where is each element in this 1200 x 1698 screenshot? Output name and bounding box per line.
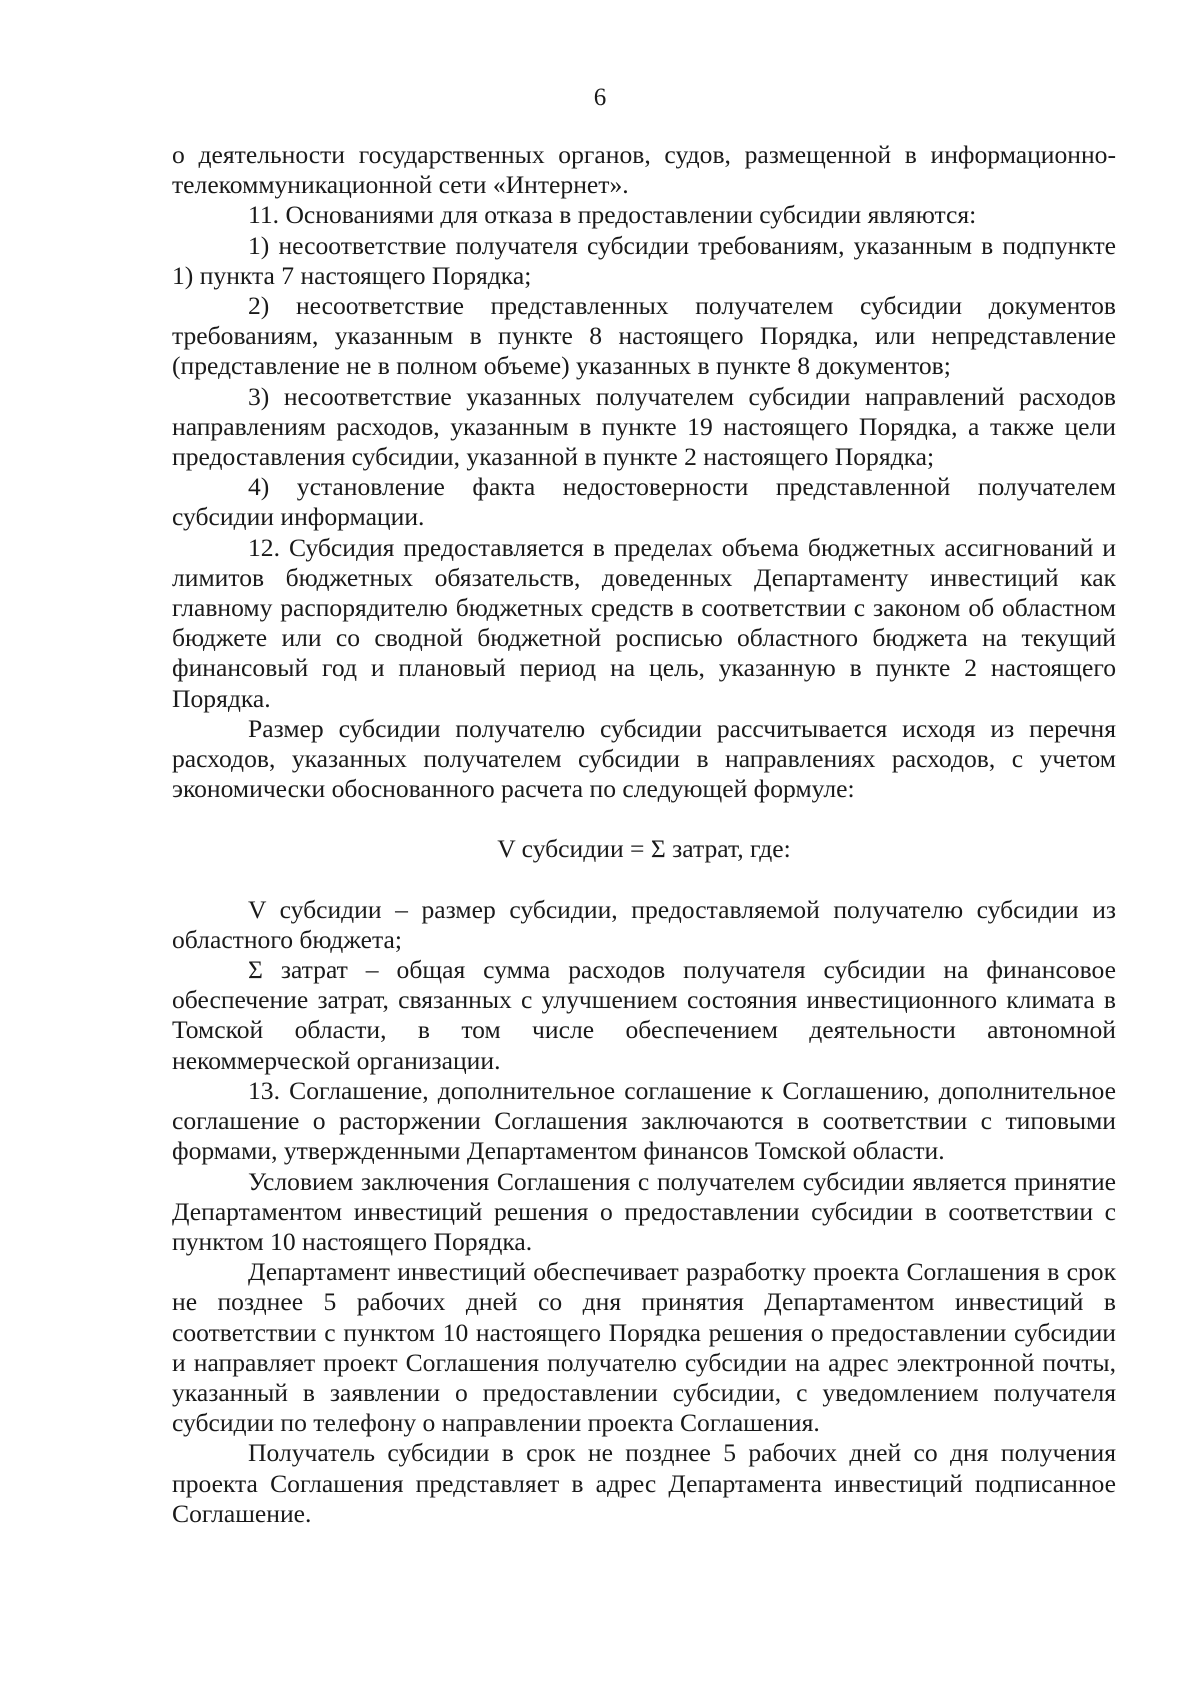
paragraph: Департамент инвестиций обеспечивает разработку проекта Соглашения в срок не позднее 5 рабочих дней со дня принятия Департаментом инвестиций в соответствии с пунктом 10 настоящего Порядка решения о предоставлении субсидии и направляет проект Соглашения получателю субсидии на адрес электронной почты, указанный в заявлении о предоставлении субсидии, с уведомлением получателя субсидии по телефону о направлении проекта Соглашения. <box>172 1257 1116 1438</box>
paragraph: о деятельности государственных органов, судов, размещенной в информационно-телекоммуникационной сети «Интернет». <box>172 140 1116 200</box>
paragraph: 12. Субсидия предоставляется в пределах объема бюджетных ассигнований и лимитов бюджетных обязательств, доведенных Департаменту инвестиций как главному распорядителю бюджетных средств в соответствии с законом об областном бюджете или со сводной бюджетной росписью областного бюджета на текущий финансовый год и плановый период на цель, указанную в пункте 2 настоящего Порядка. <box>172 532 1116 713</box>
document-body <box>172 140 1116 1529</box>
paragraph: Σ затрат – общая сумма расходов получателя субсидии на финансовое обеспечение затрат, связанных с улучшением состояния инвестиционного климата в Томской области, в том числе обеспечением деятельности автономной некоммерческой организации. <box>172 955 1116 1075</box>
paragraph: 3) несоответствие указанных получателем субсидии направлений расходов направлениям расходов, указанным в пункте 19 настоящего Порядка, а также цели предоставления субсидии, указанной в пункте 2 настоящего Порядка; <box>172 381 1116 472</box>
paragraph: 11. Основаниями для отказа в предоставлении субсидии являются: <box>248 200 977 230</box>
paragraph: 1) несоответствие получателя субсидии требованиям, указанным в подпункте 1) пункта 7 настоящего Порядка; <box>172 230 1116 290</box>
paragraph: Получатель субсидии в срок не позднее 5 рабочих дней со дня получения проекта Соглашения представляет в адрес Департамента инвестиций подписанное Соглашение. <box>172 1438 1116 1528</box>
formula: V субсидии = Σ затрат, где: <box>497 834 791 864</box>
paragraph: V субсидии – размер субсидии, предоставляемой получателю субсидии из областного бюджета; <box>172 894 1116 954</box>
paragraph: Условием заключения Соглашения с получателем субсидии является принятие Департаментом инвестиций решения о предоставлении субсидии в соответствии с пунктом 10 настоящего Порядка. <box>172 1166 1116 1256</box>
paragraph: 4) установление факта недостоверности представленной получателем субсидии информации. <box>172 472 1116 532</box>
paragraph: Размер субсидии получателю субсидии рассчитывается исходя из перечня расходов, указанных получателем субсидии в направлениях расходов, с учетом экономически обоснованного расчета по следующей формуле: <box>172 713 1116 804</box>
paragraph: 2) несоответствие представленных получателем субсидии документов требованиям, указанным в пункте 8 настоящего Порядка, или непредставление (представление не в полном объеме) указанных в пункте 8 документов; <box>172 291 1116 381</box>
page-number: 6 <box>593 84 607 111</box>
paragraph: 13. Соглашение, дополнительное соглашение к Соглашению, дополнительное соглашение о расторжении Соглашения заключаются в соответствии с типовыми формами, утвержденными Департаментом финансов Томской области. <box>172 1075 1116 1166</box>
